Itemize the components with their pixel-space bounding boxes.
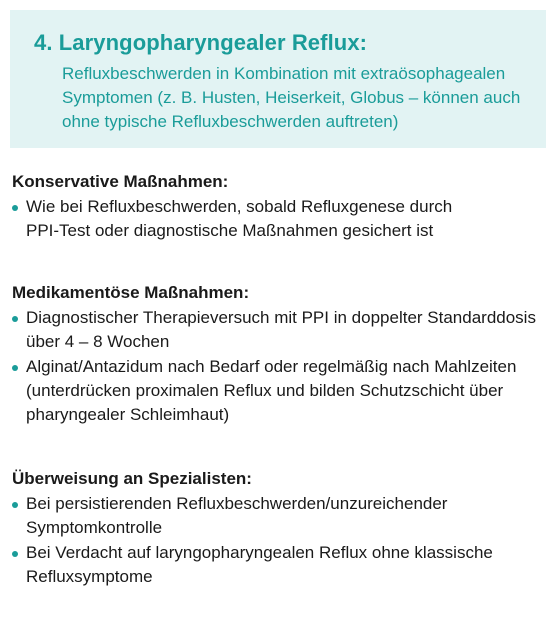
section-title: Überweisung an Spezialisten: [12, 469, 252, 488]
bullet-line: Wie bei Refluxbeschwerden, sobald Refluxgenese durch [26, 197, 453, 216]
header-subtitle-line: ohne typische Refluxbeschwerden auftreten) [62, 112, 399, 131]
bullet-line: PPI-Test oder diagnostische Maßnahmen gesichert ist [26, 221, 434, 240]
bullet-dot-icon [12, 551, 18, 557]
bullet-line: Bei Verdacht auf laryngopharyngealen Reflux ohne klassische [26, 543, 493, 562]
bullet-list [12, 492, 552, 589]
bullet-line: Alginat/Antazidum nach Bedarf oder regelmäßig nach Mahlzeiten [26, 357, 517, 376]
bullet-item [12, 492, 552, 540]
bullet-dot-icon [12, 502, 18, 508]
section-medikamentoese-massnahmen [12, 281, 552, 428]
bullet-line: über 4 – 8 Wochen [26, 332, 170, 351]
bullet-line: Symptomkontrolle [26, 518, 163, 537]
header-title: 4. Laryngopharyngealer Reflux: [34, 30, 368, 55]
bullet-line: pharyngealer Schleimhaut) [26, 405, 230, 424]
section-title: Medikamentöse Maßnahmen: [12, 283, 250, 302]
bullet-item [12, 541, 552, 589]
bullet-item [12, 306, 552, 354]
bullet-dot-icon [12, 316, 18, 322]
bullet-list [12, 306, 552, 427]
bullet-dot-icon [12, 205, 18, 211]
bullet-line: Refluxsymptome [26, 567, 153, 586]
bullet-dot-icon [12, 365, 18, 371]
bullet-item [12, 355, 552, 427]
section-konservative-massnahmen [12, 170, 552, 244]
bullet-list [12, 195, 552, 243]
header-subtitle [62, 62, 530, 134]
header-box [10, 10, 546, 148]
section-title: Konservative Maßnahmen: [12, 172, 229, 191]
header-subtitle-line: Refluxbeschwerden in Kombination mit extraösophagealen [62, 64, 506, 83]
bullet-line: Bei persistierenden Refluxbeschwerden/unzureichender [26, 494, 448, 513]
section-ueberweisung-an-spezialisten [12, 467, 552, 590]
bullet-item [12, 195, 552, 243]
header-subtitle-line: Symptomen (z. B. Husten, Heiserkeit, Globus – können auch [62, 88, 521, 107]
bullet-line: Diagnostischer Therapieversuch mit PPI in doppelter Standarddosis [26, 308, 536, 327]
bullet-line: (unterdrücken proximalen Reflux und bilden Schutzschicht über [26, 381, 504, 400]
